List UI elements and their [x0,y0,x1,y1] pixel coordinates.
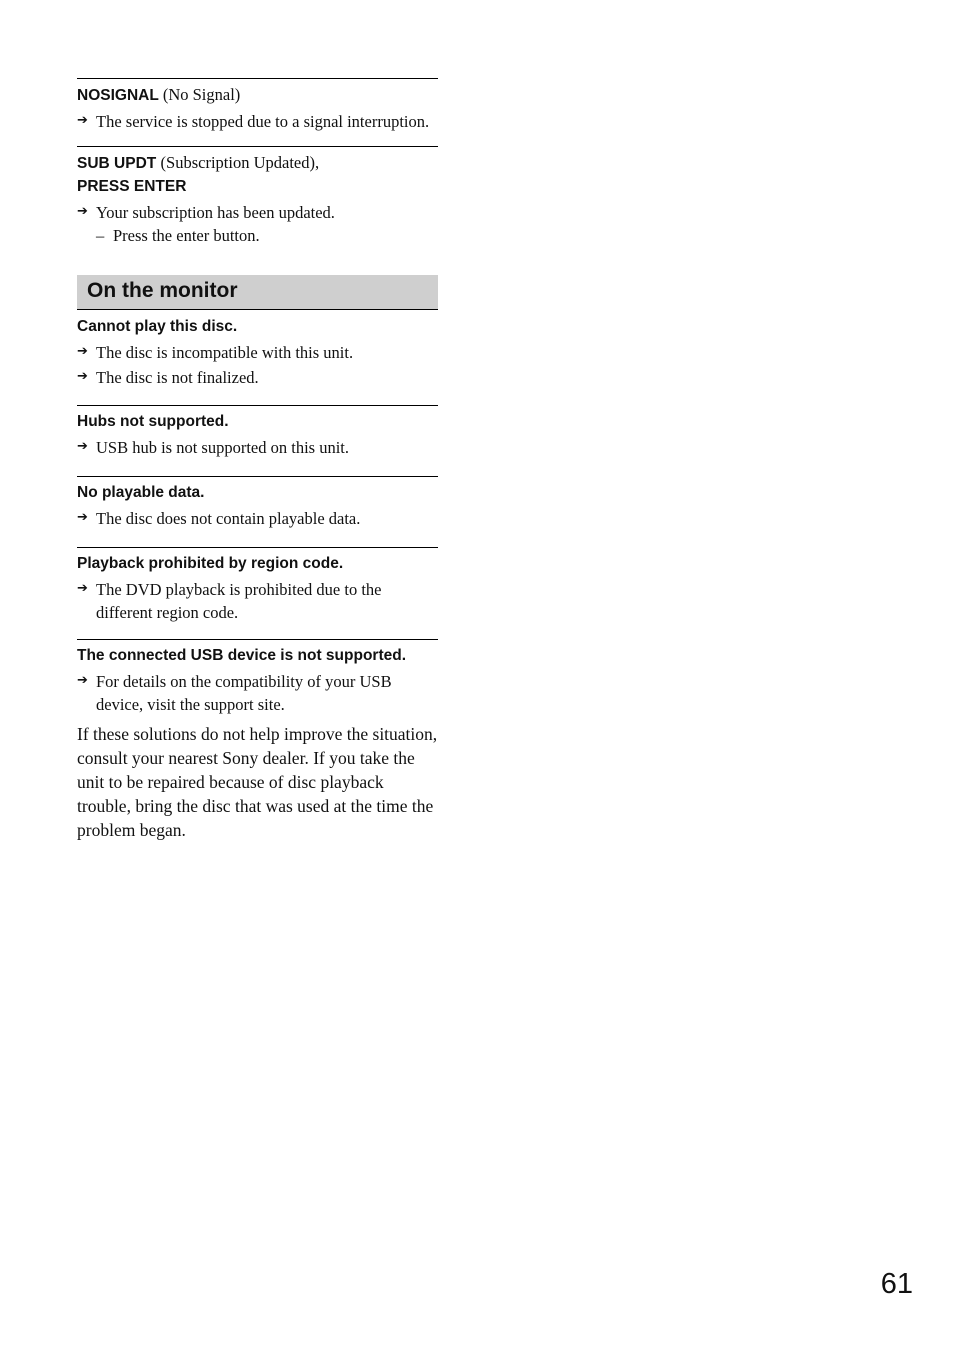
bullet-item [77,341,438,364]
bullet-text: Your subscription has been updated. [96,203,335,222]
monitor-entry-heading: Cannot play this disc. [77,318,238,335]
monitor-entry-heading: The connected USB device is not supported. [77,647,406,664]
bullet-item [77,578,438,624]
main-column [77,78,438,842]
arrow-icon: ➔ [77,510,88,525]
arrow-icon: ➔ [77,344,88,359]
sub-item [77,224,438,247]
monitor-entry [77,405,438,459]
page-number: 61 [880,1268,913,1300]
bullet-item [77,507,438,530]
bullet-text: The DVD playback is prohibited due to the different region code. [96,580,382,622]
message-entry-sub-updt [77,146,438,247]
bullet-item [77,366,438,389]
monitor-entry-heading: No playable data. [77,484,205,501]
message-code: SUB UPDT [77,155,157,172]
bullet-text: For details on the compatibility of your USB device, visit the support site. [96,672,392,714]
arrow-icon: ➔ [77,204,88,219]
bullet-text: The disc does not contain playable data. [96,509,361,528]
monitor-entry [77,639,438,716]
message-code: NOSIGNAL [77,87,159,104]
message-entry-nosignal [77,78,438,133]
bullet-item [77,670,438,716]
arrow-icon: ➔ [77,439,88,454]
section-title: On the monitor [77,275,438,310]
monitor-entry [77,476,438,530]
bullet-text: USB hub is not supported on this unit. [96,438,350,457]
monitor-entry-heading: Playback prohibited by region code. [77,555,344,572]
bullet-item [77,110,438,133]
closing-paragraph: If these solutions do not help improve the situation, consult your nearest Sony dealer. If you take the unit to be repaired because of disc playback trouble, bring the disc that was used at the time the problem began. [77,724,438,840]
arrow-icon: ➔ [77,369,88,384]
dash-icon: – [96,226,105,245]
message-code-secondary: PRESS ENTER [77,178,187,195]
bullet-text: The service is stopped due to a signal interruption. [96,112,430,131]
bullet-item [77,201,438,224]
arrow-icon: ➔ [77,113,88,128]
arrow-icon: ➔ [77,581,88,596]
monitor-entry [77,547,438,624]
bullet-text: The disc is incompatible with this unit. [96,343,354,362]
message-title [77,151,438,175]
arrow-icon: ➔ [77,673,88,688]
sub-item-text: Press the enter button. [113,226,260,245]
message-title [77,83,438,107]
message-description: (No Signal) [162,85,241,104]
monitor-entry [77,310,438,389]
message-description: (Subscription Updated), [160,153,320,172]
monitor-entry-heading: Hubs not supported. [77,413,229,430]
bullet-item [77,436,438,459]
bullet-text: The disc is not finalized. [96,368,259,387]
